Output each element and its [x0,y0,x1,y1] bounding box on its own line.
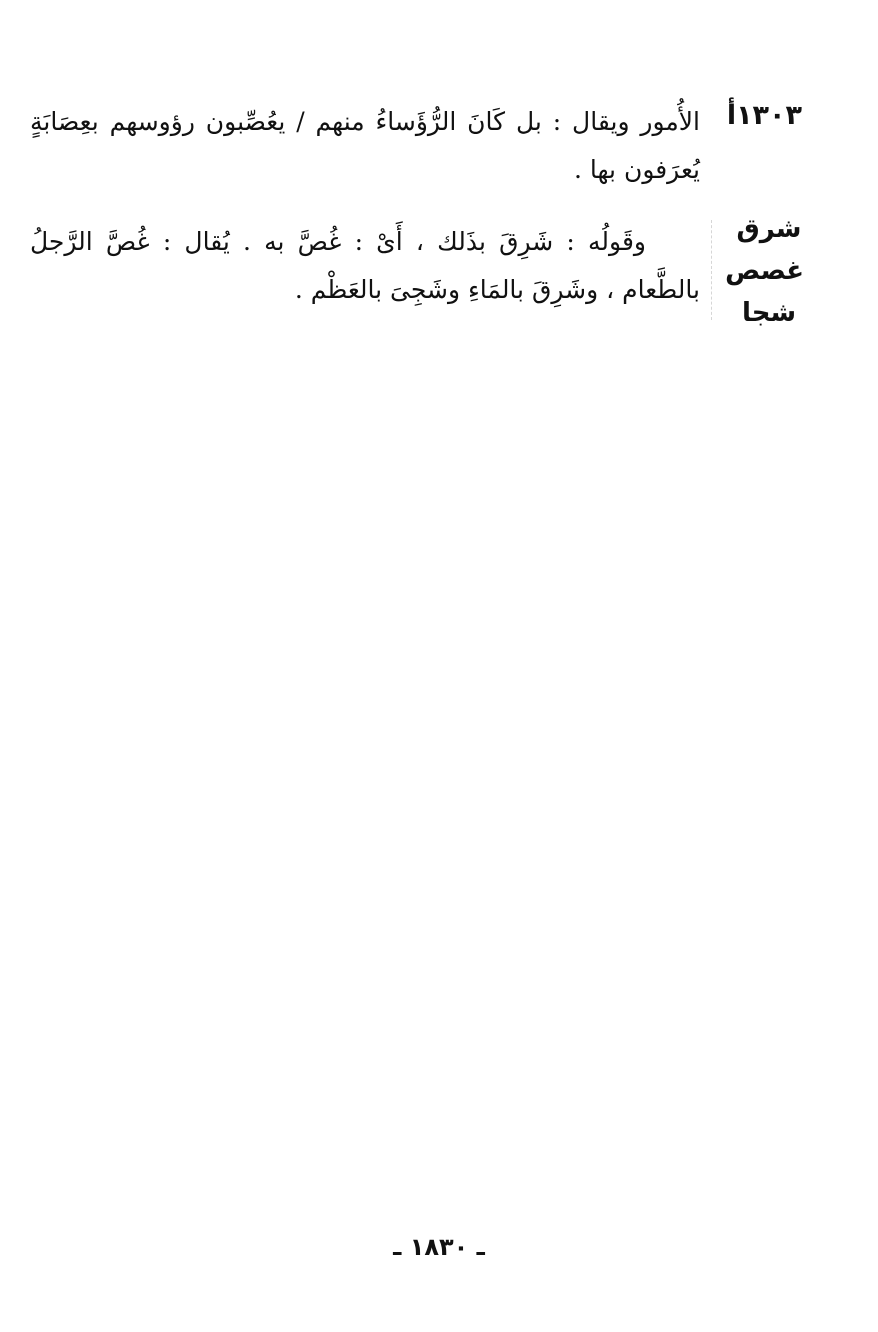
page-number: ـ ١٨٣٠ ـ [393,1233,485,1261]
keyword-shaja: شجا [741,298,797,328]
keyword-ghasas: غصص [725,256,804,286]
paragraph-1: الأُمور ويقال : بل كَانَ الرُّؤَساءُ منهم / يعُصِّبون رؤوسهم بعِصَابَةٍ يُعرَفون بها . [30,107,700,184]
folio-marker: ١٣٠٣أ [726,100,802,131]
paragraph-2: وقَولُه : شَرِقَ بذَلك ، أَىْ : غُصَّ به . يُقال : غُصَّ الرَّجلُ بالطَّعام ، وشَرِقَ بالمَاءِ وشَجِىَ بالعَظْم . [30,227,700,304]
margin-keywords [725,208,804,334]
margin-divider [711,220,712,320]
keyword-sharq: شرق [736,214,802,244]
